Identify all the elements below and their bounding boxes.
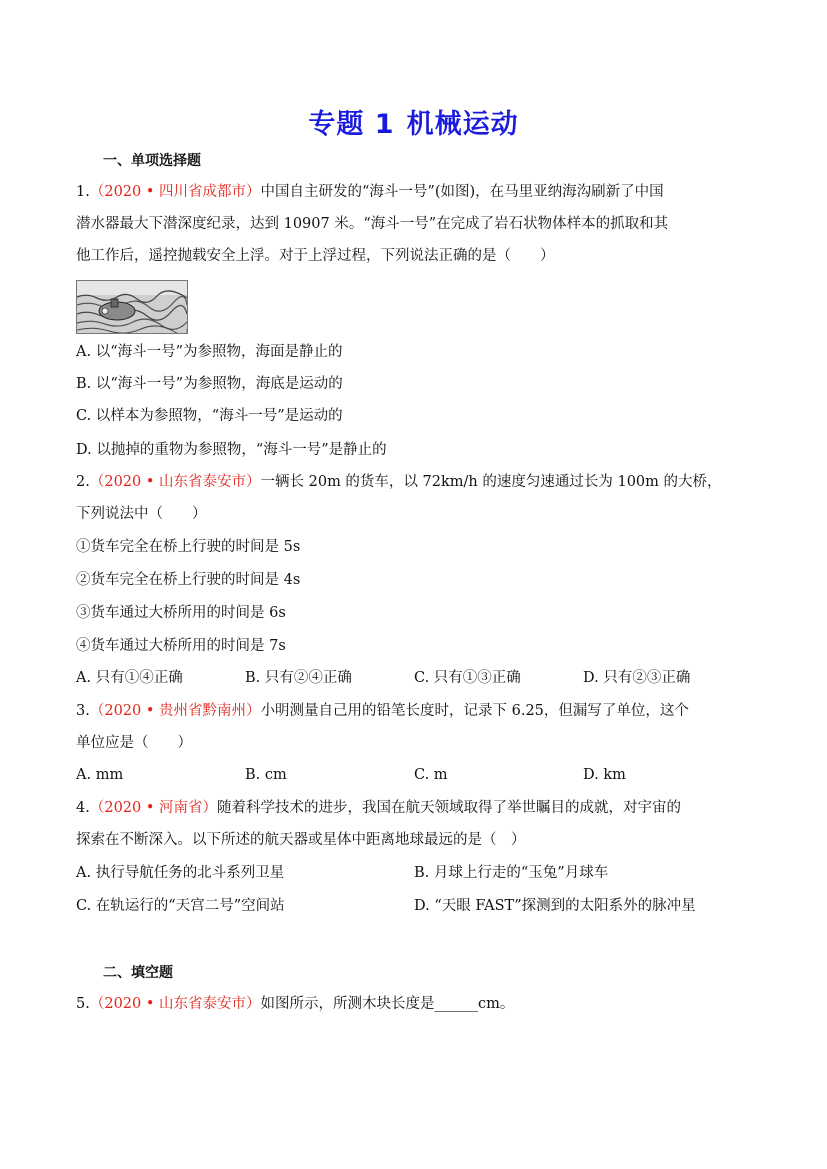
q5-line1 — [76, 988, 756, 1021]
q4-text1: 随着科学技术的进步，我国在航天领域取得了举世瞩目的成就，对宇宙的 — [217, 800, 682, 816]
q3-number: 3. — [76, 703, 90, 719]
section-heading-single-choice: 一、单项选择题 — [103, 153, 201, 169]
title-main: 专题 1 — [308, 109, 395, 140]
q2-option-a: A. 只有①④正确 — [76, 670, 183, 686]
q1-option-d: D. 以抛掉的重物为参照物，“海斗一号”是静止的 — [76, 442, 387, 458]
q1-source: （2020 • 四川省成都市） — [89, 184, 261, 200]
q3-option-d: D. km — [583, 767, 626, 783]
q4-option-b: B. 月球上行走的“玉兔”月球车 — [414, 865, 609, 881]
q2-option-c: C. 只有①③正确 — [414, 670, 521, 686]
q4-option-d: D. “天眼 FAST”探测到的太阳系外的脉冲星 — [414, 898, 696, 914]
q2-line1 — [76, 466, 756, 499]
page-title — [0, 102, 827, 141]
q1-text1: 中国自主研发的“海斗一号”(如图)，在马里亚纳海沟刷新了中国 — [260, 184, 664, 200]
q3-option-a: A. mm — [76, 767, 124, 783]
q2-statement-4: ④货车通过大桥所用的时间是 7s — [76, 638, 286, 654]
q4-source: （2020 • 河南省） — [89, 800, 218, 816]
q3-line2: 单位应是（ ） — [76, 735, 192, 751]
q4-line2: 探索在不断深入。以下所述的航天器或星体中距离地球最远的是（ ） — [76, 832, 526, 848]
q1-line1 — [76, 176, 756, 209]
q2-statement-1: ①货车完全在桥上行驶的时间是 5s — [76, 539, 301, 555]
q4-number: 4. — [76, 800, 90, 816]
q5-source: （2020 • 山东省泰安市） — [89, 996, 261, 1012]
q2-statement-2: ②货车完全在桥上行驶的时间是 4s — [76, 572, 301, 588]
q4-option-a: A. 执行导航任务的北斗系列卫星 — [76, 865, 285, 881]
q4-line1 — [76, 792, 756, 825]
section-heading-fill-in: 二、填空题 — [103, 965, 173, 981]
q3-line1 — [76, 695, 756, 728]
q1-option-b: B. 以“海斗一号”为参照物，海底是运动的 — [76, 376, 343, 392]
q1-option-c: C. 以样本为参照物，“海斗一号”是运动的 — [76, 408, 343, 424]
q1-line3: 他工作后，遥控抛载安全上浮。对于上浮过程，下列说法正确的是（ ） — [76, 248, 555, 264]
submersible-illustration — [77, 281, 187, 333]
q2-text1: 一辆长 20m 的货车，以 72km/h 的速度匀速通过长为 100m 的大桥， — [260, 474, 722, 490]
q3-option-b: B. cm — [245, 767, 287, 783]
q5-number: 5. — [76, 996, 90, 1012]
q2-option-d: D. 只有②③正确 — [583, 670, 691, 686]
q2-source: （2020 • 山东省泰安市） — [89, 474, 261, 490]
q3-option-c: C. m — [414, 767, 448, 783]
q1-number: 1. — [76, 184, 90, 200]
q2-number: 2. — [76, 474, 90, 490]
q5-text1: 如图所示，所测木块长度是______cm。 — [260, 996, 515, 1012]
title-sub: 机械运动 — [406, 109, 519, 140]
q4-option-c: C. 在轨运行的“天宫二号”空间站 — [76, 898, 285, 914]
q1-line2: 潜水器最大下潜深度纪录，达到 10907 米。“海斗一号”在完成了岩石状物体样本的抓取和其 — [76, 216, 669, 232]
q1-option-a: A. 以“海斗一号”为参照物，海面是静止的 — [76, 344, 343, 360]
q3-text1: 小明测量自己用的铅笔长度时，记录下 6.25，但漏写了单位，这个 — [260, 703, 689, 719]
q2-option-b: B. 只有②④正确 — [245, 670, 352, 686]
q3-source: （2020 • 贵州省黔南州） — [89, 703, 261, 719]
q2-line2: 下列说法中（ ） — [76, 506, 207, 522]
q2-statement-3: ③货车通过大桥所用的时间是 6s — [76, 605, 286, 621]
submersible-photo — [76, 280, 188, 334]
